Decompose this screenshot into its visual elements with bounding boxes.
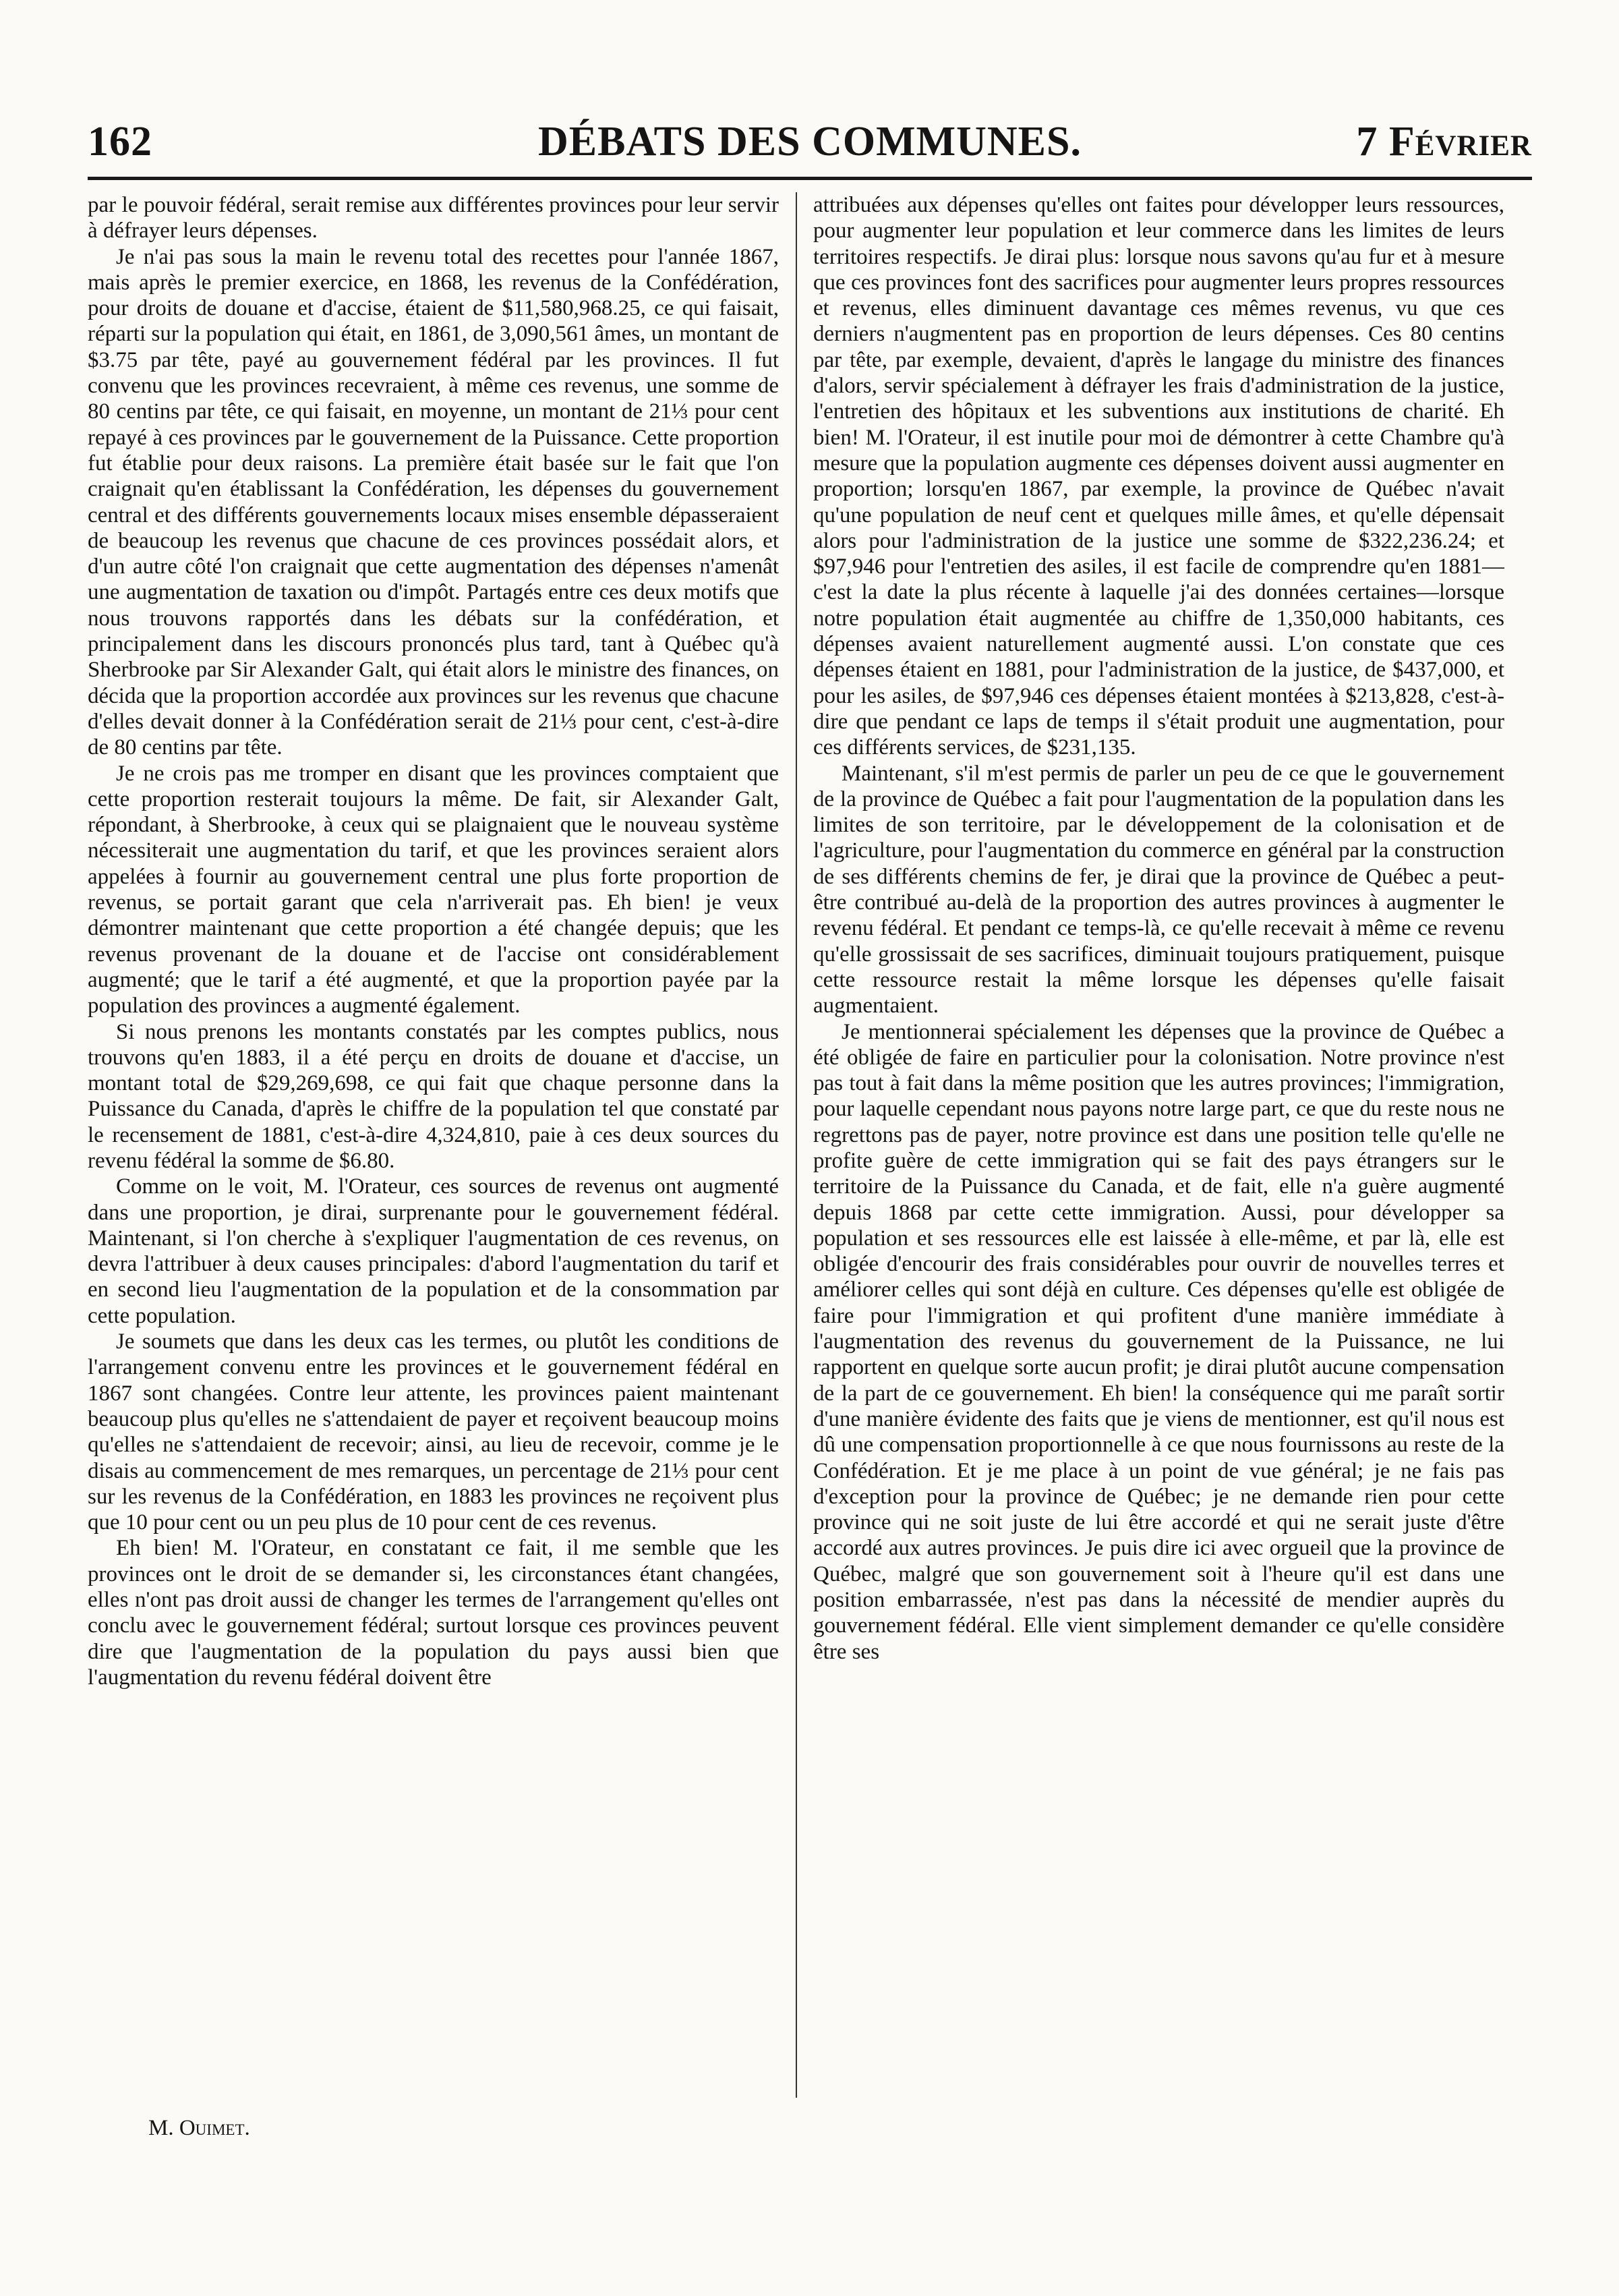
paragraph: attribuées aux dépenses qu'elles ont faites pour développer leurs ressources, pour augmenter leur population et leur commerce dans les limites de leurs territoires respectifs. Je dirai plus: lorsque nous savons qu'au fur et à mesure que ces provinces font des sacrifices pour augmenter leurs propres ressources et revenus, elles diminuent davantage ces mêmes revenus, vu que ces derniers n'augmentent pas en proportion de leurs dépenses. Ces 80 centins par tête, par exemple, devaient, d'après le langage du ministre des finances d'alors, servir spécialement à défrayer les frais d'administration de la justice, l'entretien des hôpitaux et les subventions aux institutions de charité. Eh bien! M. l'Orateur, il est inutile pour moi de démontrer à cette Chambre qu'à mesure que la population augmente ces dépenses doivent aussi augmenter en proportion; lorsqu'en 1867, par exemple, la province de Québec n'avait qu'une population de neuf cent et quelques mille âmes, et qu'elle dépensait alors pour l'administration de la justice une somme de $322,236.24; et $97,946 pour l'entretien des asiles, il est facile de comprendre qu'en 1881—c'est la date la plus récente à laquelle j'ai des données certaines—lorsque notre population était augmentée au chiffre de 1,350,000 habitants, ces dépenses avaient naturellement augmenté aussi. L'on constate que ces dépenses étaient en 1881, pour l'administration de la justice, de $437,000, et pour les asiles, de $97,946 ces dépenses étaient montées à $213,828, c'est-à-dire que pendant ce laps de temps il s'était produit une augmentation, pour ces différents services, de $231,135.	[813, 193, 1504, 760]
paragraph: par le pouvoir fédéral, serait remise aux différentes provinces pour leur servir à défrayer leurs dépenses.	[88, 193, 779, 243]
left-column	[88, 192, 779, 2115]
running-title: DÉBATS DES COMMUNES.	[537, 119, 1082, 165]
paragraph: Comme on le voit, M. l'Orateur, ces sources de revenus ont augmenté dans une proportion, je dirai, surprenante pour le gouvernement fédéral. Maintenant, si l'on cherche à s'expliquer l'augmentation de ces revenus, on devra l'attribuer à deux causes principales: d'abord l'augmentation du tarif et en second lieu l'augmentation de la population et de la consommation par cette population.	[88, 1174, 779, 1328]
paragraph: Je ne crois pas me tromper en disant que les provinces comptaient que cette proportion resterait toujours la même. De fait, sir Alexander Galt, répondant, à Sherbrooke, à ceux qui se plaignaient que le nouveau système nécessiterait une augmentation du tarif, et que les provinces seraient alors appelées à fournir au gouvernement central une plus forte proportion de revenus, se portait garant que cela n'arriverait pas. Eh bien! je veux démontrer maintenant que cette proportion a été changée depuis; que les revenus provenant de la douane et de l'accise ont considérablement augmenté; que le tarif a été augmenté, et que la proportion payée par la population des provinces a augmenté également.	[88, 761, 779, 1018]
paragraph: Eh bien! M. l'Orateur, en constatant ce fait, il me semble que les provinces ont le droit de se demander si, les circonstances étant changées, elles n'ont pas droit aussi de changer les termes de l'arrangement qu'elles ont conclu avec le gouvernement fédéral; surtout lorsque ces provinces peuvent dire que l'augmentation de la population du pays aussi bien que l'augmentation du revenu fédéral doivent être	[88, 1536, 779, 1690]
paragraph: Maintenant, s'il m'est permis de parler un peu de ce que le gouvernement de la province de Québec a fait pour l'augmentation de la population dans les limites de son territoire, par le développement de la colonisation et de l'agriculture, pour l'augmentation du commerce en général par la construction de ses différents chemins de fer, je dirai que la province de Québec a peut-être contribué au-delà de la proportion des autres provinces à augmenter le revenu fédéral. Et pendant ce temps-là, ce qu'elle recevait à même ce revenu qu'elle grossissait de ses sacrifices, diminuait toujours pratiquement, puisque cette ressource restait la même lorsque les dépenses qu'elle faisait augmentaient.	[813, 761, 1504, 1018]
column-divider	[796, 192, 797, 2098]
header-rule	[88, 177, 1532, 180]
page-number: 162	[88, 119, 152, 165]
paragraph: Je n'ai pas sous la main le revenu total des recettes pour l'année 1867, mais après le premier exercice, en 1868, les revenus de la Confédération, pour droits de douane et d'accise, étaient de $11,580,968.25, ce qui faisait, réparti sur la population qui était, en 1861, de 3,090,561 âmes, un montant de $3.75 par tête, payé au gouvernement fédéral par les provinces. Il fut convenu que les provinces recevraient, à même ces revenus, une somme de 80 centins par tête, ce qui faisait, en moyenne, un montant de 21⅓ pour cent repayé à ces provinces par le gouvernement de la Puissance. Cette proportion fut établie pour deux raisons. La première était basée sur le fait que l'on craignait qu'en établissant la Confédération, les dépenses du gouvernement central et des différents gouvernements locaux mises ensemble dépasseraient de beaucoup les revenus que chacune de ces provinces possédait alors, et d'un autre côté l'on craignait que cette augmentation des dépenses n'amenât une augmentation de taxation ou d'impôt. Partagés entre ces deux motifs que nous trouvons rapportés dans les débats sur la confédération, et principalement dans les discours prononcés plus tard, tant à Québec qu'à Sherbrooke par Sir Alexander Galt, qui était alors le ministre des finances, on décida que la proportion accordée aux provinces sur les revenus que chacune d'elles devait donner à la Confédération serait de 21⅓ pour cent, c'est-à-dire de 80 centins par tête.	[88, 244, 779, 760]
speaker-footer: M. Ouimet.	[148, 2116, 250, 2140]
paragraph: Je soumets que dans les deux cas les termes, ou plutôt les conditions de l'arrangement convenu entre les provinces et le gouvernement fédéral en 1867 sont changées. Contre leur attente, les provinces paient maintenant beaucoup plus qu'elles ne s'attendaient de payer et reçoivent beaucoup moins qu'elles ne s'attendaient de recevoir; ainsi, au lieu de recevoir, comme je le disais au commencement de mes remarques, un percentage de 21⅓ pour cent sur les revenus de la Confédération, en 1883 les provinces ne reçoivent plus que 10 pour cent ou un peu plus de 10 pour cent de ces revenus.	[88, 1329, 779, 1535]
page-header	[88, 115, 1532, 169]
header-date: 7 Février	[1356, 119, 1532, 165]
paragraph: Je mentionnerai spécialement les dépenses que la province de Québec a été obligée de faire en particulier pour la colonisation. Notre province n'est pas tout à fait dans la même position que les autres provinces; l'immigration, pour laquelle cependant nous payons notre large part, ce que du reste nous ne regrettons pas de payer, notre province est dans une position telle qu'elle ne profite guère de cette immigration qui se fait des pays étrangers sur le territoire de la Puissance du Canada, et de fait, elle n'a guère augmenté depuis 1868 par cette cette immigration. Aussi, pour développer sa population et ses ressources elle est laissée à elle-même, et par là, elle est obligée d'encourir des frais considérables pour ouvrir de nouvelles terres et améliorer celles qui sont déjà en culture. Ces dépenses qu'elle est obligée de faire pour l'immigration et qui profitent d'une manière immédiate à l'augmentation des revenus du gouvernement de la Puissance, ne lui rapportent en quelque sorte aucun profit; je dirai plutôt aucune compensation de la part de ce gouvernement. Eh bien! la conséquence qui me paraît sortir d'une manière évidente des faits que je viens de mentionner, est qu'il nous est dû une compensation proportionnelle à ce que nous fournissons au reste de la Confédération. Et je me place à un point de vue général; je ne fais pas d'exception pour la province de Québec; je ne demande rien pour cette province qui ne soit juste de lui être accordé et qui ne serait juste d'être accordé aux autres provinces. Je puis dire ici avec orgueil que la province de Québec, malgré que son gouvernement soit à l'heure qu'il est dans une position embarrassée, n'est pas dans la nécessité de mendier auprès du gouvernement fédéral. Elle vient simplement demander ce qu'elle considère être ses	[813, 1019, 1504, 1664]
paragraph: Si nous prenons les montants constatés par les comptes publics, nous trouvons qu'en 1883, il a été perçu en droits de douane et d'accise, un montant total de $29,269,698, ce qui fait que chaque personne dans la Puissance du Canada, d'après le chiffre de la population tel que constaté par le recensement de 1881, c'est-à-dire 4,324,810, paie à ces deux sources du revenu fédéral la somme de $6.80.	[88, 1019, 779, 1173]
right-column	[813, 192, 1504, 2115]
